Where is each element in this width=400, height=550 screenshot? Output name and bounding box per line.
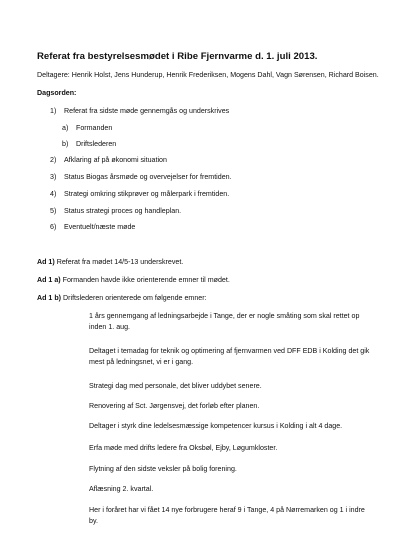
report-paragraph: Her i foråret har vi fået 14 nye forbrugere heraf 9 i Tange, 4 på Nørremarken og 1 i indre by. bbox=[89, 506, 365, 525]
report-paragraph: Erfa møde med drifts ledere fra Oksbøl, Ejby, Løgumkloster. bbox=[89, 444, 278, 452]
participants-line: Deltagere: Henrik Holst, Jens Hunderup, Henrik Frederiksen, Mogens Dahl, Vagn Sørensen, Richard Boisen. bbox=[37, 71, 379, 79]
document-page: Referat fra bestyrelsesmødet i Ribe Fjernvarme d. 1. juli 2013. Deltagere: Henrik Holst, Jens Hunderup, Henrik Frederiksen, Mogens Dahl, Vagn Sørensen, Richard Boisen. Dagsorden: 1) Referat fra sidste møde gennemgås og underskrives a) Formanden b) Driftslederen 2) Afklaring af på økonomi situation 3) Status Biogas årsmøde og overvejelser for fremtiden. 4) Strategi omkring stikprøver og målerpark i fremtiden. 5) Status strategi proces og handleplan. 6) Eventuelt/næste møde Ad 1) Referat fra mødet 14/5-13 underskrevet. Ad 1 a) Formanden havde ikke orienterende emner til mødet. Ad 1 b) Driftslederen orienterede om følgende emner: 1 års gennemgang af ledningsarbejde i Tange, der er nogle småting som skal rettet op inden 1. aug. Deltaget i temadag for teknik og optimering af fjernvarmen ved DFF EDB i Kolding det gik mest på ledningsnet, vi er i gang. Strategi dag med personale, det bliver uddybet senere. Renovering af Sct. Jørgensvej, det forløb efter planen. Deltager i styrk dine ledelsesmæssige kompetencer kursus i Kolding i alt 4 dage. Erfa møde med drifts ledere fra Oksbøl, Ejby, Løgumkloster. Flytning af den sidste veksler på bolig forening. Aflæsning 2. kvartal. Her i foråret har vi fået 14 nye forbrugere heraf 9 i Tange, 4 på Nørremarken og 1 i indre by. bbox=[37, 51, 379, 525]
report-paragraph: Aflæsning 2. kvartal. bbox=[89, 485, 154, 493]
report-paragraph: Renovering af Sct. Jørgensvej, det forløb efter planen. bbox=[89, 402, 260, 410]
report-paragraph: 1 års gennemgang af ledningsarbejde i Tange, der er nogle småting som skal rettet op inden 1. aug. bbox=[89, 312, 360, 331]
report-paragraph: Deltaget i temadag for teknik og optimering af fjernvarmen ved DFF EDB i Kolding det gik mest på ledningsnet, vi er i gang. bbox=[89, 347, 370, 366]
document-title: Referat fra bestyrelsesmødet i Ribe Fjernvarme d. 1. juli 2013. bbox=[37, 51, 318, 62]
report-paragraph: Deltager i styrk dine ledelsesmæssige kompetencer kursus i Kolding i alt 4 dage. bbox=[89, 422, 343, 430]
report-paragraph: Flytning af den sidste veksler på bolig forening. bbox=[89, 465, 237, 473]
report-paragraph: Strategi dag med personale, det bliver uddybet senere. bbox=[89, 382, 262, 390]
ad-line: Ad 1) Referat fra mødet 14/5-13 underskrevet. bbox=[37, 258, 184, 266]
agenda-heading: Dagsorden: bbox=[37, 89, 77, 97]
ad-line: Ad 1 b) Driftslederen orienterede om følgende emner: bbox=[37, 294, 207, 302]
ad-line: Ad 1 a) Formanden havde ikke orienterende emner til mødet. bbox=[37, 276, 230, 284]
